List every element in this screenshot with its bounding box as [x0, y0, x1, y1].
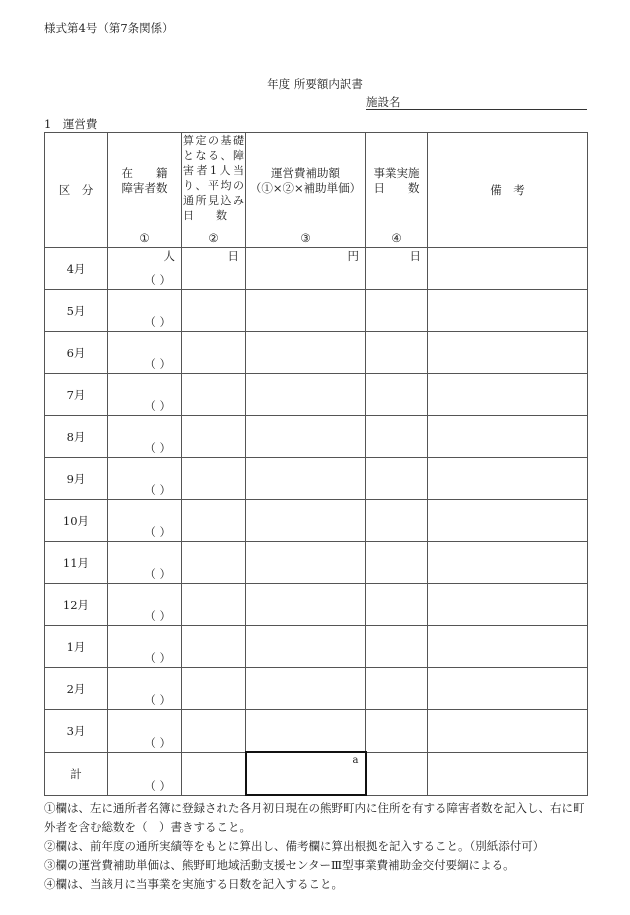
remarks-cell[interactable]	[428, 290, 588, 332]
days-cell[interactable]	[182, 500, 246, 542]
month-row	[45, 458, 588, 500]
month-label: 2月	[45, 668, 108, 710]
section-heading: 1 運営費	[44, 117, 98, 131]
remarks-cell[interactable]	[428, 332, 588, 374]
subsidy-cell[interactable]	[246, 290, 366, 332]
impl-days-cell[interactable]	[366, 626, 428, 668]
month-label: 11月	[45, 542, 108, 584]
facility-name-field[interactable]	[366, 94, 587, 110]
month-row	[45, 416, 588, 458]
month-row	[45, 668, 588, 710]
remarks-cell[interactable]	[428, 752, 588, 795]
budget-table	[44, 132, 588, 796]
header-enrolled: 在 籍 障害者数 ①	[108, 133, 182, 248]
document-title: 年度 所要額内訳書	[267, 77, 363, 91]
days-cell[interactable]	[182, 458, 246, 500]
month-label: 7月	[45, 374, 108, 416]
impl-days-cell[interactable]	[366, 458, 428, 500]
enrolled-cell[interactable]: （ ）	[108, 416, 182, 458]
remarks-cell[interactable]	[428, 710, 588, 753]
header-category: 区 分	[45, 133, 108, 248]
header-subsidy: 運営費補助額 （①×②×補助単価） ③	[246, 133, 366, 248]
subsidy-cell[interactable]	[246, 584, 366, 626]
month-row	[45, 542, 588, 584]
subsidy-cell[interactable]: a	[246, 752, 366, 795]
impl-days-cell[interactable]	[366, 416, 428, 458]
remarks-cell[interactable]	[428, 248, 588, 290]
month-label: 10月	[45, 500, 108, 542]
days-cell[interactable]	[182, 668, 246, 710]
subsidy-cell[interactable]	[246, 542, 366, 584]
remarks-cell[interactable]	[428, 626, 588, 668]
total-row	[45, 752, 588, 795]
month-label: 8月	[45, 416, 108, 458]
note-4: ④欄は、当該月に当事業を実施する日数を記入すること。	[44, 877, 343, 891]
impl-days-cell[interactable]	[366, 290, 428, 332]
subsidy-cell[interactable]	[246, 710, 366, 753]
note-3: ③欄の運営費補助単価は、熊野町地域活動支援センターⅢ型事業費補助金交付要綱による。	[44, 858, 515, 872]
note-1: ①欄は、左に通所者名簿に登録された各月初日現在の熊野町内に住所を有する障害者数を記入し、右に町外者を含む総数を（ ）書きすること。	[44, 801, 585, 834]
header-row	[45, 133, 588, 248]
month-label: 12月	[45, 584, 108, 626]
header-days: 算定の基礎となる、障害者1人当り、平均の通所見込み日 数 ②	[182, 133, 246, 248]
month-label: 4月	[45, 248, 108, 290]
subsidy-cell[interactable]	[246, 626, 366, 668]
enrolled-cell[interactable]: （ ）	[108, 668, 182, 710]
month-row	[45, 500, 588, 542]
impl-days-cell[interactable]	[366, 332, 428, 374]
days-cell[interactable]	[182, 374, 246, 416]
remarks-cell[interactable]	[428, 584, 588, 626]
days-cell[interactable]	[182, 752, 246, 795]
month-label: 計	[45, 752, 108, 795]
month-row	[45, 248, 588, 290]
facility-label: 施設名	[366, 95, 401, 109]
days-cell[interactable]	[182, 542, 246, 584]
month-row	[45, 332, 588, 374]
impl-days-cell[interactable]: 日	[366, 248, 428, 290]
enrolled-cell[interactable]: （ ）	[108, 752, 182, 795]
days-cell[interactable]	[182, 626, 246, 668]
subsidy-cell[interactable]	[246, 374, 366, 416]
enrolled-cell[interactable]: （ ）	[108, 710, 182, 753]
impl-days-cell[interactable]	[366, 374, 428, 416]
month-label: 9月	[45, 458, 108, 500]
remarks-cell[interactable]	[428, 542, 588, 584]
enrolled-cell[interactable]: 人 （ ）	[108, 248, 182, 290]
impl-days-cell[interactable]	[366, 710, 428, 753]
header-impl-days: 事業実施 日 数 ④	[366, 133, 428, 248]
enrolled-cell[interactable]: （ ）	[108, 542, 182, 584]
impl-days-cell[interactable]	[366, 584, 428, 626]
days-cell[interactable]	[182, 416, 246, 458]
form-number: 様式第4号（第7条関係）	[44, 21, 174, 35]
days-cell[interactable]	[182, 290, 246, 332]
remarks-cell[interactable]	[428, 668, 588, 710]
days-cell[interactable]: 日	[182, 248, 246, 290]
enrolled-cell[interactable]: （ ）	[108, 584, 182, 626]
month-row	[45, 626, 588, 668]
enrolled-cell[interactable]: （ ）	[108, 332, 182, 374]
subsidy-cell[interactable]	[246, 668, 366, 710]
month-label: 6月	[45, 332, 108, 374]
month-row	[45, 710, 588, 753]
days-cell[interactable]	[182, 332, 246, 374]
enrolled-cell[interactable]: （ ）	[108, 500, 182, 542]
impl-days-cell[interactable]	[366, 542, 428, 584]
note-2: ②欄は、前年度の通所実績等をもとに算出し、備考欄に算出根拠を記入すること。（別紙添付可）	[44, 839, 545, 853]
enrolled-cell[interactable]: （ ）	[108, 458, 182, 500]
days-cell[interactable]	[182, 710, 246, 753]
impl-days-cell[interactable]	[366, 500, 428, 542]
subsidy-cell[interactable]	[246, 458, 366, 500]
month-label: 3月	[45, 710, 108, 753]
header-remarks: 備 考	[428, 133, 588, 248]
enrolled-cell[interactable]: （ ）	[108, 374, 182, 416]
remarks-cell[interactable]	[428, 500, 588, 542]
month-row	[45, 584, 588, 626]
month-row	[45, 374, 588, 416]
subsidy-cell[interactable]	[246, 416, 366, 458]
enrolled-cell[interactable]: （ ）	[108, 290, 182, 332]
impl-days-cell[interactable]	[366, 668, 428, 710]
month-label: 1月	[45, 626, 108, 668]
subsidy-cell[interactable]: 円	[246, 248, 366, 290]
remarks-cell[interactable]	[428, 374, 588, 416]
remarks-cell[interactable]	[428, 416, 588, 458]
enrolled-cell[interactable]: （ ）	[108, 626, 182, 668]
days-cell[interactable]	[182, 584, 246, 626]
subsidy-cell[interactable]	[246, 332, 366, 374]
form-body	[44, 132, 594, 894]
subsidy-cell[interactable]	[246, 500, 366, 542]
month-label: 5月	[45, 290, 108, 332]
impl-days-cell[interactable]	[366, 752, 428, 795]
remarks-cell[interactable]	[428, 458, 588, 500]
month-row	[45, 290, 588, 332]
notes	[44, 799, 594, 894]
